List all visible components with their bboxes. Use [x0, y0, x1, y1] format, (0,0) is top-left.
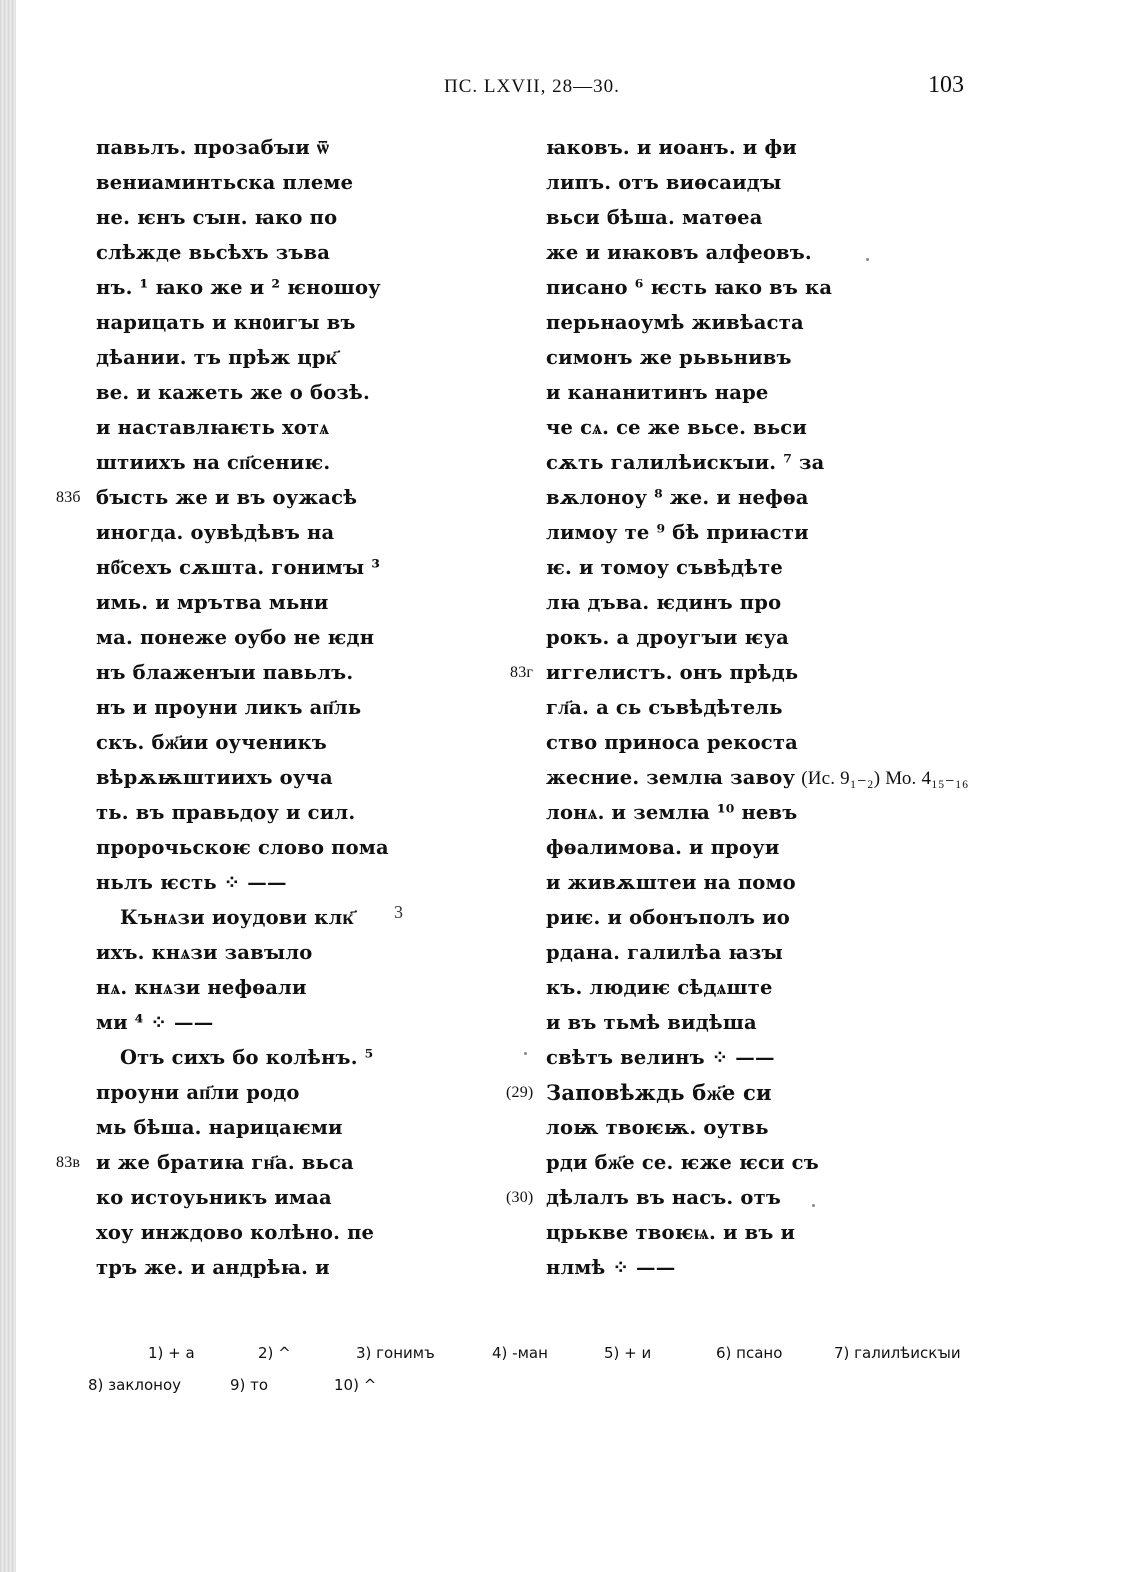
text-line [546, 1145, 836, 1180]
text-line [546, 200, 836, 235]
text-line [96, 795, 426, 830]
footnote: 7) галилѣискꙑи [834, 1344, 961, 1362]
text-line [546, 585, 836, 620]
line-text: дѣлалъ въ насъ. отъ [546, 1186, 782, 1209]
text-line [546, 410, 836, 445]
line-text: нъ блаженꙑи павьлъ. [96, 661, 354, 684]
right-text-column [506, 130, 969, 1285]
footnote: 3) гонимъ [356, 1344, 435, 1362]
text-line [96, 1075, 426, 1110]
text-line [506, 1180, 836, 1215]
text-line [546, 340, 836, 375]
text-line [96, 1110, 426, 1145]
line-text: къ. людиѥ сѣдѧште [546, 976, 773, 999]
text-line [96, 865, 426, 900]
line-text: не. ѥнъ сꙑн. ꙗко по [96, 206, 338, 229]
line-text: гл҃а. а сь съвѣдѣтель [546, 696, 783, 719]
footnote: 1) + а [148, 1344, 195, 1362]
footnote: 5) + и [604, 1344, 652, 1362]
text-line [546, 235, 836, 270]
text-line [546, 690, 836, 725]
text-line [546, 165, 836, 200]
text-line [546, 1110, 836, 1145]
text-line [546, 1040, 836, 1075]
speck [866, 258, 869, 261]
text-line [96, 130, 426, 165]
line-text: Заповѣждь бж҃е си [546, 1080, 772, 1105]
text-line [96, 270, 426, 305]
line-text: бꙑсть же и въ оужасѣ [96, 486, 358, 509]
line-text: мь бѣша. нарицаѥми [96, 1116, 343, 1139]
text-line [96, 1040, 426, 1075]
text-line [96, 1250, 426, 1285]
line-text: штиихъ на сп҃сениѥ. [96, 451, 331, 474]
line-text: и кананитинъ наре [546, 381, 769, 404]
footnote: 10) ^ [334, 1376, 377, 1394]
line-text: иггелистъ. онъ прѣдь [546, 661, 799, 684]
text-line [96, 585, 426, 620]
line-text: лимоу те ⁹ бѣ приꙗсти [546, 521, 809, 544]
text-line [96, 445, 426, 480]
text-line [56, 480, 426, 515]
line-text: рдана. галилѣа ꙗзꙑ [546, 941, 784, 964]
line-text: нб҃сехъ сѫшта. гонимꙑ ³ [96, 556, 381, 579]
line-text: рокъ. а дроугꙑи ѥуа [546, 626, 789, 649]
line-text: лоѭ твоѥѭ. оутвь [546, 1116, 769, 1139]
text-line [96, 550, 426, 585]
line-text: Отъ сихъ бо колѣнъ. ⁵ [120, 1046, 374, 1069]
text-line [96, 515, 426, 550]
line-text: проуни ап҃ли родо [96, 1081, 300, 1104]
text-line [96, 970, 426, 1005]
line-text: лꙗ дъва. ѥдинъ про [546, 591, 782, 614]
speck [812, 1204, 815, 1207]
line-text: че сѧ. се же вьсе. вьси [546, 416, 807, 439]
speck [524, 1052, 527, 1055]
text-line [546, 445, 836, 480]
text-line [546, 830, 836, 865]
text-line [546, 970, 836, 1005]
page-number: 103 [928, 72, 964, 98]
line-text: ꙗковъ. и иоанъ. и фи [546, 136, 797, 159]
line-text: ство приноса рекоста [546, 731, 798, 754]
text-line [546, 270, 836, 305]
binding-edge [0, 0, 16, 1572]
line-text: вениаминтьска племе [96, 171, 354, 194]
line-text: симонъ же рьвьнивъ [546, 346, 792, 369]
text-line [96, 620, 426, 655]
footnote: 2) ^ [258, 1344, 291, 1362]
line-text: лонѧ. и землꙗ ¹⁰ невъ [546, 801, 798, 824]
line-text: и же братиꙗ гн҃а. вьса [96, 1151, 354, 1174]
line-text: писано ⁶ ѥсть ꙗко въ ка [546, 276, 833, 299]
text-line [96, 1215, 426, 1250]
footnote: 9) то [230, 1376, 269, 1394]
footnote: 8) заклоноу [88, 1376, 182, 1394]
text-line [96, 1005, 426, 1040]
line-text: нарицать и кнᲂигꙑ въ [96, 311, 356, 334]
text-line [96, 935, 426, 970]
line-text: же и иꙗковъ алфеовъ. [546, 241, 812, 264]
text-line [96, 690, 426, 725]
text-line [546, 1215, 836, 1250]
line-text: ньлъ ѥсть ⁘ —— [96, 871, 287, 894]
footnote: 4) -ман [492, 1344, 548, 1362]
line-text: сѫть галилѣискꙑи. ⁷ за [546, 451, 825, 474]
line-text: ма. понеже оубо не ѥдн [96, 626, 375, 649]
line-text: рди бж҃е се. ѥже ѥси съ [546, 1151, 819, 1174]
footnote: 6) псано [716, 1344, 783, 1362]
text-line [546, 900, 836, 935]
line-text: вѫлоноу ⁸ же. и нефѳа [546, 486, 809, 509]
line-text: и въ тьмѣ видѣша [546, 1011, 757, 1034]
text-line [546, 480, 836, 515]
line-text: ихъ. кнѧзи завꙑло [96, 941, 313, 964]
line-text: и наставлꙗѥть хотѧ [96, 416, 330, 439]
running-header: ПС. LXVII, 28—30. [444, 76, 620, 97]
line-text: хоу инждово колѣно. пе [96, 1221, 375, 1244]
text-line [546, 1250, 836, 1285]
line-text: црькве твоѥѩ. и въ и [546, 1221, 796, 1244]
line-text: Кънѧзи иоудови клк҃ [120, 906, 354, 929]
line-text: иногда. оувѣдѣвъ на [96, 521, 335, 544]
line-text: ко истоуьникъ имаа [96, 1186, 332, 1209]
line-text: вѣрѫѭштиихъ оуча [96, 766, 333, 789]
line-text: жесние. землꙗ завоу [546, 766, 796, 789]
text-line [96, 305, 426, 340]
line-text: и живѫштеи на помо [546, 871, 796, 894]
text-line [510, 655, 836, 690]
left-text-column [56, 130, 426, 1285]
footnote-row-2 [88, 1376, 988, 1408]
text-line [96, 725, 426, 760]
line-text: фѳалимова. и проуи [546, 836, 780, 859]
line-text: вьси бѣша. матѳеа [546, 206, 763, 229]
line-text: нъ. ¹ ꙗко же и ² ѥношоу [96, 276, 381, 299]
text-line [546, 725, 836, 760]
text-line [96, 340, 426, 375]
text-line [96, 900, 426, 935]
line-text: скъ. бж҃ии оученикъ [96, 731, 327, 754]
text-line [546, 305, 836, 340]
folio-marker: 83г [510, 664, 534, 681]
text-line [56, 1145, 426, 1180]
line-text: свѣтъ велинъ ⁘ —— [546, 1046, 775, 1069]
text-line [96, 165, 426, 200]
line-text: нѧ. кнѧзи нефѳали [96, 976, 307, 999]
text-line [96, 200, 426, 235]
footnote-row-1 [88, 1344, 988, 1376]
line-text: дѣании. тъ прѣж црк҃ [96, 346, 338, 369]
line-text: ми ⁴ ⁘ —— [96, 1011, 214, 1034]
text-line [546, 515, 836, 550]
margin-mark: 3 [394, 902, 403, 922]
line-text: пророчьскоѥ слово пома [96, 836, 389, 859]
text-line [96, 655, 426, 690]
text-line [96, 760, 426, 795]
line-text: нъ и проуни ликъ ап҃ль [96, 696, 362, 719]
folio-marker: 83в [56, 1154, 81, 1171]
text-line [546, 375, 836, 410]
text-line [96, 235, 426, 270]
line-text: имь. и мрътва мьни [96, 591, 329, 614]
line-text: ве. и кажеть же о бозѣ. [96, 381, 370, 404]
text-line [546, 1005, 836, 1040]
text-line [546, 130, 836, 165]
text-line [96, 410, 426, 445]
text-line [546, 760, 969, 795]
text-line [546, 620, 836, 655]
line-text: тръ же. и андрѣꙗ. и [96, 1256, 330, 1279]
line-text: риѥ. и обонъполъ ио [546, 906, 791, 929]
text-line [546, 865, 836, 900]
line-text: нлмѣ ⁘ —— [546, 1256, 676, 1279]
folio-marker: 83б [56, 489, 81, 506]
verse-number: (30) [506, 1189, 534, 1206]
text-line [96, 830, 426, 865]
verse-number: (29) [506, 1084, 534, 1101]
text-line [506, 1075, 836, 1110]
text-line [546, 550, 836, 585]
text-line [96, 1180, 426, 1215]
line-text: перьнаоумѣ живѣаста [546, 311, 804, 334]
line-text: липъ. отъ виѳсаидꙑ [546, 171, 782, 194]
text-line [546, 935, 836, 970]
line-text: ть. въ правьдоу и сил. [96, 801, 356, 824]
text-line [96, 375, 426, 410]
line-text: слѣжде вьсѣхъ зъва [96, 241, 331, 264]
scripture-reference: (Ис. 9₁₋₂) Мо. 4₁₅₋₁₆ [801, 768, 969, 789]
line-text: ѥ. и томоу съвѣдѣте [546, 556, 784, 579]
line-text: павьлъ. прозабꙑи ѿ [96, 136, 330, 159]
footnotes [88, 1344, 988, 1408]
text-line [546, 795, 836, 830]
